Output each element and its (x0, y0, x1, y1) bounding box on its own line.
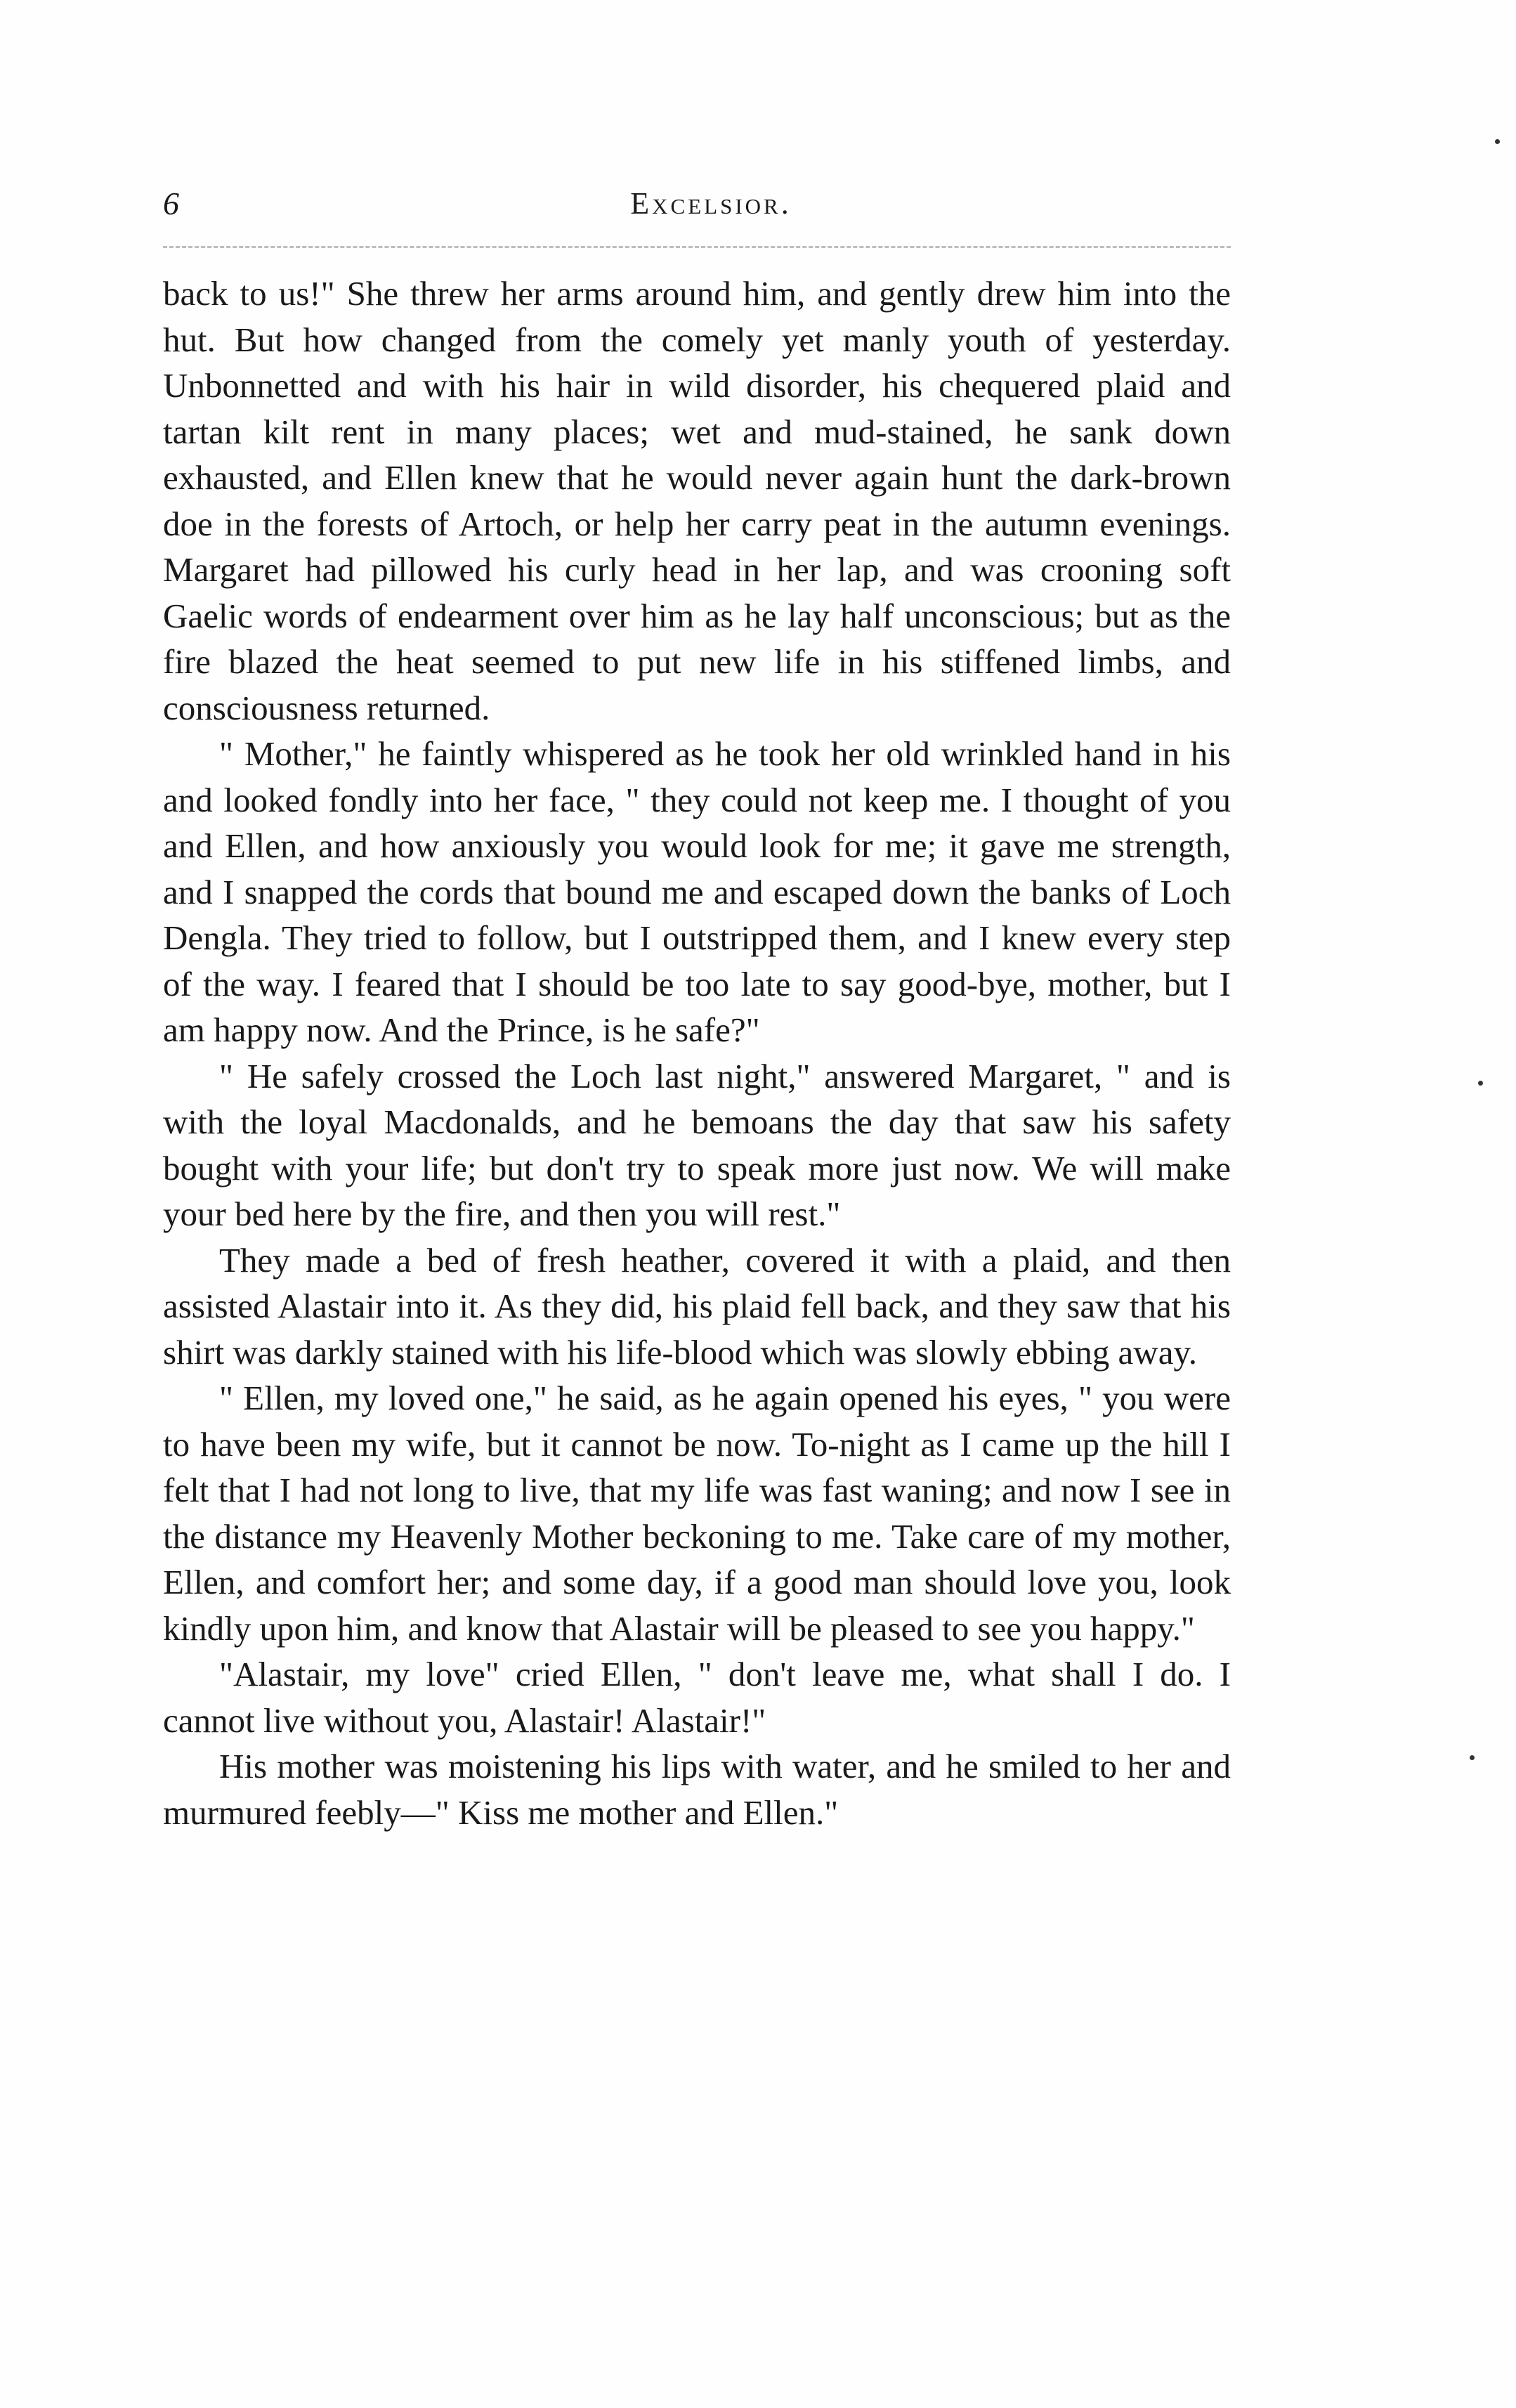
paragraph-3: " He safely crossed the Loch last night," answered Margaret, " and is with the loyal Macdonalds, and he bemoans the day that saw his safety bought with your life; but don't try to speak more just now. We will make your bed here by the fire, and then you will rest." (163, 1056, 1231, 1233)
page-number: 6 (163, 186, 179, 221)
paragraph-2: " Mother," he faintly whispered as he took her old wrinkled hand in his and looked fondly into her face, " they could not keep me. I thought of you and Ellen, and how anxiously you would look for me; it gave me strength, and I snapped the cords that bound me and escaped down the banks of Loch Dengla. They tried to follow, but I outstripped them, and I knew every step of the way. I feared that I should be too late to say good-bye, mother, but I am happy now. And the Prince, is he safe?" (163, 734, 1231, 1049)
margin-speck-lower (1470, 1755, 1475, 1760)
paragraph-7: His mother was moistening his lips with water, and he smiled to her and murmured feebly—" Kiss me mother and Ellen." (163, 1747, 1231, 1832)
margin-speck-middle (1478, 1081, 1483, 1086)
running-title: Excelsior. (630, 186, 792, 221)
body-text (163, 271, 1231, 1835)
paragraph-6: "Alastair, my love" cried Ellen, " don't leave me, what shall I do. I cannot live without you, Alastair! Alastair!" (163, 1655, 1231, 1740)
header-rule (163, 246, 1231, 248)
paragraph-4: They made a bed of fresh heather, covered it with a plaid, and then assisted Alastair into it. As they did, his plaid fell back, and they saw that his shirt was darkly stained with his life-blood which was slowly ebbing away. (163, 1240, 1231, 1372)
paragraph-1: back to us!" She threw her arms around him, and gently drew him into the hut. But how changed from the comely yet manly youth of yesterday. Unbonnetted and with his hair in wild disorder, his chequered plaid and tartan kilt rent in many places; wet and mud-stained, he sank down exhausted, and Ellen knew that he would never again hunt the dark-brown doe in the forests of Artoch, or help her carry peat in the autumn evenings. Margaret had pillowed his curly head in her lap, and was crooning soft Gaelic words of endearment over him as he lay half unconscious; but as the fire blazed the heat seemed to put new life in his stiffened limbs, and consciousness returned. (163, 274, 1231, 727)
paragraph-5: " Ellen, my loved one," he said, as he again opened his eyes, " you were to have been my wife, but it cannot be now. To-night as I came up the hill I felt that I had not long to live, that my life was fast waning; and now I see in the distance my Heavenly Mother beckoning to me. Take care of my mother, Ellen, and comfort her; and some day, if a good man should love you, look kindly upon him, and know that Alastair will be pleased to see you happy." (163, 1379, 1231, 1648)
running-head (163, 179, 1231, 228)
margin-speck-top (1495, 139, 1500, 144)
